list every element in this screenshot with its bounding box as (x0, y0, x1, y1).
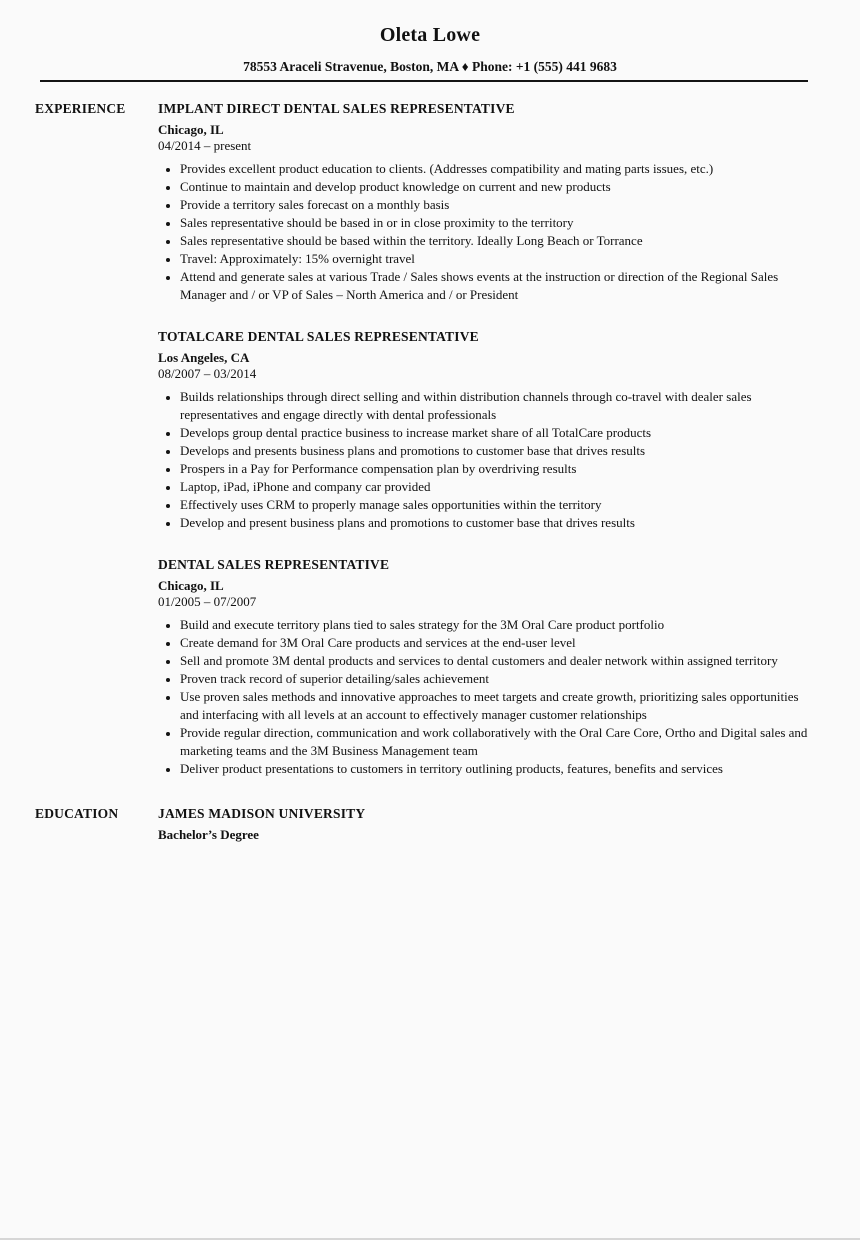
job-entry (158, 557, 812, 778)
job-title: DENTAL SALES REPRESENTATIVE (158, 557, 390, 572)
job-bullet: Develops and presents business plans and promotions to customer base that drives results (158, 442, 812, 460)
job-bullet: Provides excellent product education to clients. (Addresses compatibility and mating parts issues, etc.) (158, 160, 812, 178)
job-dates: 08/2007 – 03/2014 (158, 366, 257, 381)
job-dates: 01/2005 – 07/2007 (158, 594, 257, 609)
job-dates: 04/2014 – present (158, 138, 252, 153)
job-bullet: Provide regular direction, communication and work collaboratively with the Oral Care Core, Ortho and Digital sales and marketing teams and the 3M Business Management team (158, 724, 812, 760)
job-bullet: Create demand for 3M Oral Care products and services at the end-user level (158, 634, 812, 652)
school-name: JAMES MADISON UNIVERSITY (158, 806, 366, 821)
person-name: Oleta Lowe (379, 24, 481, 46)
experience-section (0, 101, 860, 778)
job-bullet: Prospers in a Pay for Performance compensation plan by overdriving results (158, 460, 812, 478)
experience-section-content (158, 101, 860, 778)
job-bullet-list (158, 616, 812, 778)
job-bullet: Provide a territory sales forecast on a monthly basis (158, 196, 812, 214)
job-bullet-list (158, 388, 812, 532)
job-bullet: Travel: Approximately: 15% overnight travel (158, 250, 812, 268)
job-bullet: Build and execute territory plans tied to sales strategy for the 3M Oral Care product portfolio (158, 616, 812, 634)
job-title: TOTALCARE DENTAL SALES REPRESENTATIVE (158, 329, 479, 344)
job-bullet: Sell and promote 3M dental products and services to dental customers and dealer network within assigned territory (158, 652, 812, 670)
job-bullet: Effectively uses CRM to properly manage sales opportunities within the territory (158, 496, 812, 514)
job-bullet-list (158, 160, 812, 304)
job-entry (158, 329, 812, 532)
job-bullet: Builds relationships through direct selling and within distribution channels through co-travel with dealer sales representatives and engage directly with dental professionals (158, 388, 812, 424)
education-section-content (158, 806, 860, 842)
job-bullet: Sales representative should be based in or in close proximity to the territory (158, 214, 812, 232)
education-section (0, 806, 860, 842)
job-location: Los Angeles, CA (158, 350, 250, 365)
job-bullet: Sales representative should be based within the territory. Ideally Long Beach or Torrance (158, 232, 812, 250)
job-bullet: Develop and present business plans and promotions to customer base that drives results (158, 514, 812, 532)
job-location: Chicago, IL (158, 122, 224, 137)
job-bullet: Attend and generate sales at various Trade / Sales shows events at the instruction or direction of the Regional Sales Manager and / or VP of Sales – North America and / or President (158, 268, 812, 304)
contact-line: 78553 Araceli Stravenue, Boston, MA ♦ Phone: +1 (555) 441 9683 (243, 59, 617, 74)
job-bullet: Develops group dental practice business to increase market share of all TotalCare products (158, 424, 812, 442)
job-bullet: Laptop, iPad, iPhone and company car provided (158, 478, 812, 496)
education-section-label: EDUCATION (35, 806, 119, 821)
job-bullet: Deliver product presentations to customers in territory outlining products, features, benefits and services (158, 760, 812, 778)
job-bullet: Continue to maintain and develop product knowledge on current and new products (158, 178, 812, 196)
job-title: IMPLANT DIRECT DENTAL SALES REPRESENTATIVE (158, 101, 515, 116)
job-bullet: Proven track record of superior detailing/sales achievement (158, 670, 812, 688)
job-bullet: Use proven sales methods and innovative approaches to meet targets and create growth, prioritizing sales opportunities and interfacing with all levels at an account to effectively manager customer relationships (158, 688, 812, 724)
job-entry (158, 101, 812, 304)
job-location: Chicago, IL (158, 578, 224, 593)
degree: Bachelor’s Degree (158, 827, 259, 842)
resume-header (0, 0, 860, 74)
resume-body (0, 82, 860, 842)
experience-section-label: EXPERIENCE (35, 101, 126, 116)
